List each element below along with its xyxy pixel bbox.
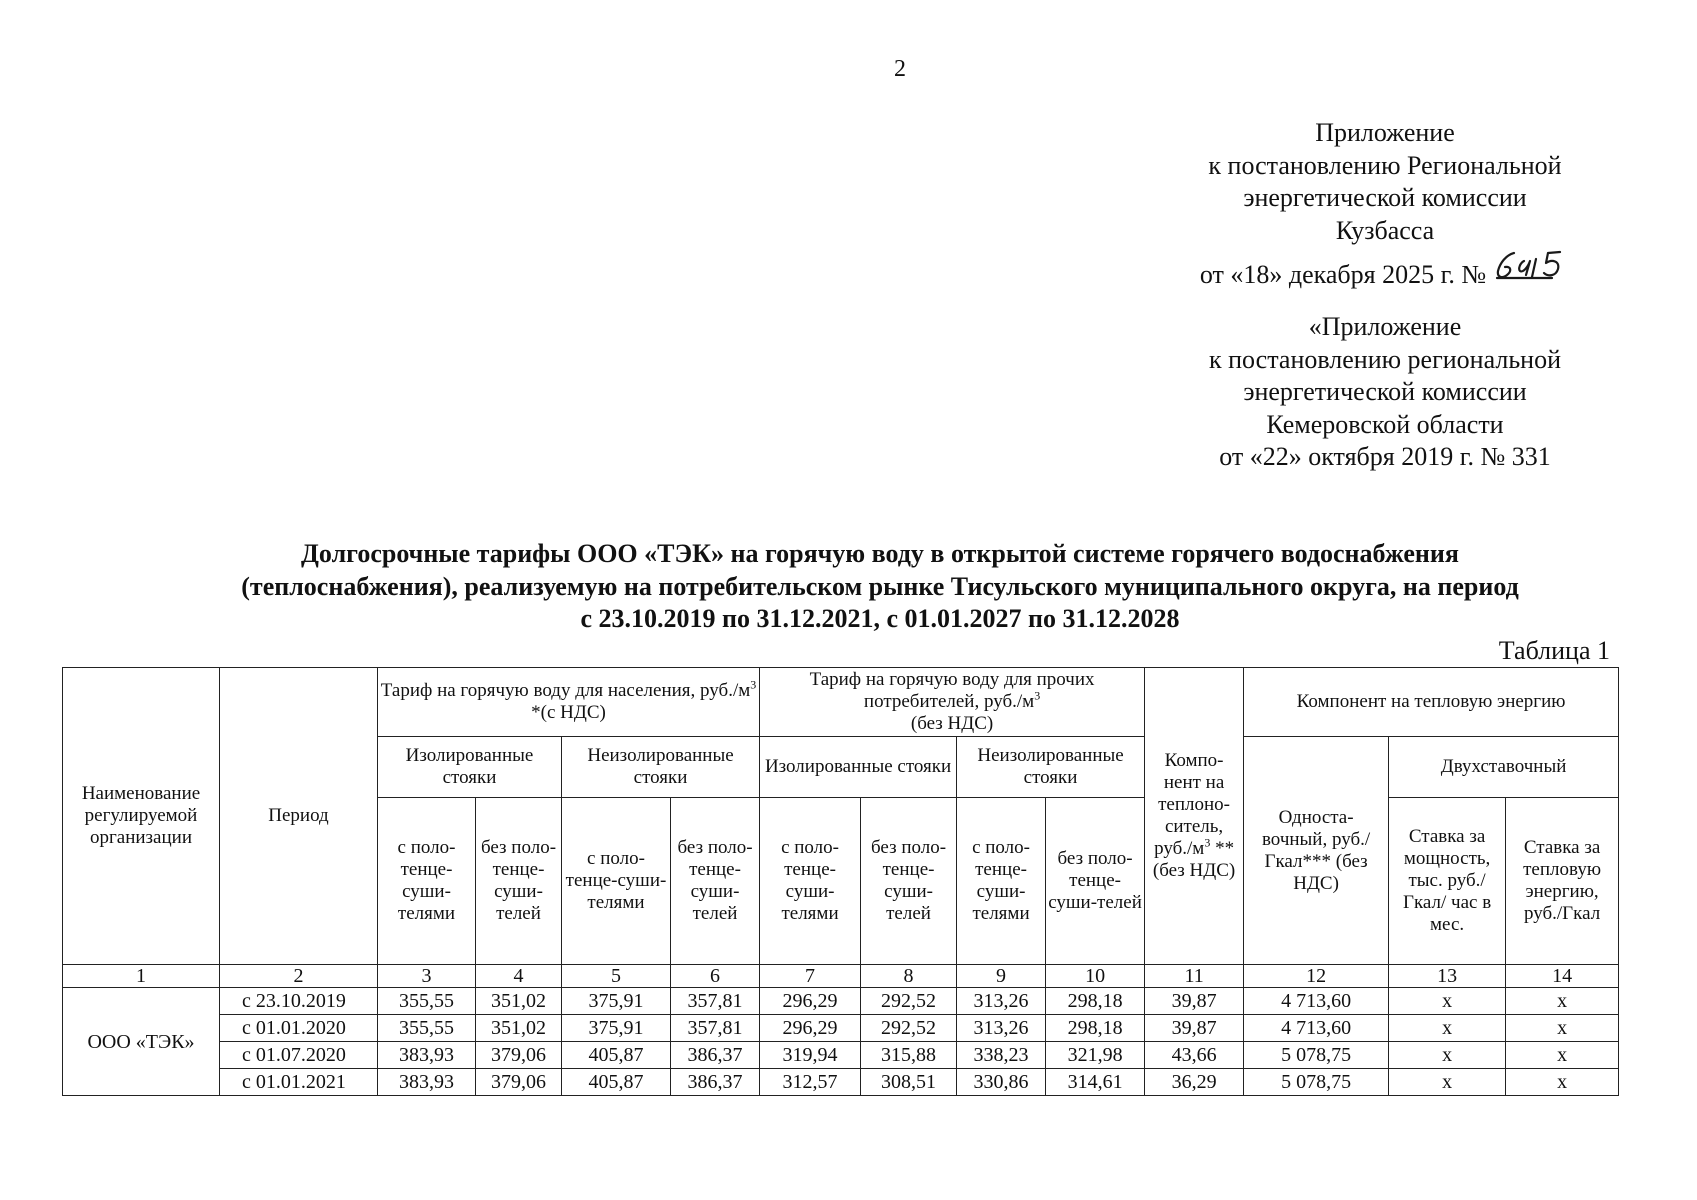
header-energy-rate: Ставка за тепловую энергию, руб./Гкал xyxy=(1506,798,1619,965)
value-cell: 313,26 xyxy=(957,988,1046,1015)
title-line-1: Долгосрочные тарифы ООО «ТЭК» на горячую воду в открытой системе горячего водоснабжения xyxy=(301,539,1459,568)
header-other-tariff-sup: 3 xyxy=(1034,688,1041,703)
column-number: 10 xyxy=(1046,965,1145,988)
value-cell: 338,23 xyxy=(957,1042,1046,1069)
column-number: 1 xyxy=(63,965,220,988)
header-coolant-vat: ** (без НДС) xyxy=(1152,838,1236,881)
value-cell: 292,52 xyxy=(861,988,957,1015)
header-col-10: без поло-тенце-суши-телей xyxy=(1046,798,1145,965)
column-number: 13 xyxy=(1389,965,1506,988)
value-cell: 296,29 xyxy=(760,1015,861,1042)
table-row xyxy=(63,1042,1619,1069)
value-cell: 405,87 xyxy=(562,1069,671,1096)
page-number: 2 xyxy=(894,56,906,82)
column-number-row xyxy=(63,965,1619,988)
period-cell: с 01.07.2020 xyxy=(220,1042,378,1069)
value-cell: 296,29 xyxy=(760,988,861,1015)
handwritten-number-signature xyxy=(1492,247,1570,283)
value-cell: 375,91 xyxy=(562,1015,671,1042)
value-cell: 321,98 xyxy=(1046,1042,1145,1069)
title-line-3: с 23.10.2019 по 31.12.2021, с 01.01.2027 по 31.12.2028 xyxy=(580,604,1180,633)
column-number: 6 xyxy=(671,965,760,988)
value-cell: 330,86 xyxy=(957,1069,1046,1096)
value-cell: 357,81 xyxy=(671,988,760,1015)
value-cell: 375,91 xyxy=(562,988,671,1015)
header-coolant-component xyxy=(1145,668,1244,965)
column-number: 8 xyxy=(861,965,957,988)
column-number: 14 xyxy=(1506,965,1619,988)
value-cell: х xyxy=(1506,988,1619,1015)
value-cell: х xyxy=(1506,1042,1619,1069)
appendix-original-line-4: Кемеровской области xyxy=(1266,409,1504,439)
header-period: Период xyxy=(220,668,378,965)
header-col-8: без поло-тенце-суши-телей xyxy=(861,798,957,965)
value-cell: 357,81 xyxy=(671,1015,760,1042)
value-cell: х xyxy=(1389,1069,1506,1096)
value-cell: 355,55 xyxy=(378,988,476,1015)
table-label: Таблица 1 xyxy=(1498,636,1610,665)
value-cell: 314,61 xyxy=(1046,1069,1145,1096)
table-row xyxy=(63,1015,1619,1042)
value-cell: 298,18 xyxy=(1046,1015,1145,1042)
header-capacity-rate: Ставка за мощность, тыс. руб./ Гкал/ час в мес. xyxy=(1389,798,1506,965)
column-number: 7 xyxy=(760,965,861,988)
value-cell: 308,51 xyxy=(861,1069,957,1096)
header-population-tariff xyxy=(378,668,760,737)
value-cell: х xyxy=(1389,988,1506,1015)
appendix-current-line-4: Кузбасса xyxy=(1335,215,1435,245)
value-cell: х xyxy=(1506,1069,1619,1096)
header-col-9: с поло-тенце-суши-телями xyxy=(957,798,1046,965)
value-cell: 319,94 xyxy=(760,1042,861,1069)
header-coolant-sup: 3 xyxy=(1204,835,1211,850)
value-cell: 383,93 xyxy=(378,1042,476,1069)
column-number: 4 xyxy=(476,965,562,988)
header-other-tariff-text: Тариф на горячую воду для прочих потребителей, руб./м xyxy=(809,669,1095,712)
appendix-original-line-5: от «22» октября 2019 г. № 331 xyxy=(1219,442,1551,471)
value-cell: 4 713,60 xyxy=(1244,988,1389,1015)
value-cell: 43,66 xyxy=(1145,1042,1244,1069)
period-cell: с 23.10.2019 xyxy=(220,988,378,1015)
organization-name: ООО «ТЭК» xyxy=(63,988,220,1096)
column-number: 3 xyxy=(378,965,476,988)
period-cell: с 01.01.2020 xyxy=(220,1015,378,1042)
header-other-tariff xyxy=(760,668,1145,737)
header-other-insulated: Изолированные стояки xyxy=(760,737,957,798)
value-cell: 386,37 xyxy=(671,1069,760,1096)
header-population-tariff-vat: *(с НДС) xyxy=(531,702,606,723)
header-two-part-rate: Двухставочный xyxy=(1389,737,1619,798)
value-cell: 312,57 xyxy=(760,1069,861,1096)
column-number: 2 xyxy=(220,965,378,988)
column-number: 12 xyxy=(1244,965,1389,988)
header-population-tariff-sup: 3 xyxy=(750,677,757,692)
header-col-7: с поло-тенце-суши-телями xyxy=(760,798,861,965)
header-col-3: с поло-тенце-суши-телями xyxy=(378,798,476,965)
column-number: 5 xyxy=(562,965,671,988)
value-cell: 298,18 xyxy=(1046,988,1145,1015)
header-col-5: с поло-тенце-суши-телями xyxy=(562,798,671,965)
appendix-current xyxy=(1175,117,1595,292)
header-organization: Наименование регулируемой организации xyxy=(63,668,220,965)
header-coolant-text: Компо-нент на теплоно-ситель, руб./м xyxy=(1154,750,1231,859)
header-pop-non-insulated: Неизолированные стояки xyxy=(562,737,760,798)
table-row xyxy=(63,988,1619,1015)
value-cell: 351,02 xyxy=(476,988,562,1015)
appendix-original xyxy=(1175,311,1595,474)
header-heat-component: Компонент на тепловую энергию xyxy=(1244,668,1619,737)
value-cell: 5 078,75 xyxy=(1244,1069,1389,1096)
value-cell: х xyxy=(1389,1042,1506,1069)
value-cell: 36,29 xyxy=(1145,1069,1244,1096)
value-cell: 39,87 xyxy=(1145,1015,1244,1042)
table-row xyxy=(63,1069,1619,1096)
value-cell: 355,55 xyxy=(378,1015,476,1042)
appendix-current-line-2: к постановлению Региональной xyxy=(1208,150,1562,180)
value-cell: х xyxy=(1506,1015,1619,1042)
header-col-4: без поло-тенце-суши-телей xyxy=(476,798,562,965)
value-cell: 315,88 xyxy=(861,1042,957,1069)
resolution-date: от «18» декабря 2025 г. № xyxy=(1199,260,1487,289)
appendix-current-line-1: Приложение xyxy=(1315,118,1455,147)
header-other-tariff-vat: (без НДС) xyxy=(910,713,994,734)
appendix-original-line-1: «Приложение xyxy=(1308,312,1462,341)
header-one-part-rate: Односта-вочный, руб./Гкал*** (без НДС) xyxy=(1244,737,1389,965)
value-cell: 405,87 xyxy=(562,1042,671,1069)
document-title xyxy=(80,538,1680,636)
appendix-original-line-2: к постановлению региональной xyxy=(1208,344,1562,374)
column-number: 11 xyxy=(1145,965,1244,988)
value-cell: 383,93 xyxy=(378,1069,476,1096)
value-cell: 4 713,60 xyxy=(1244,1015,1389,1042)
value-cell: 379,06 xyxy=(476,1042,562,1069)
tariff-table xyxy=(62,667,1619,1096)
value-cell: 379,06 xyxy=(476,1069,562,1096)
header-col-6: без поло-тенце-суши-телей xyxy=(671,798,760,965)
period-cell: с 01.01.2021 xyxy=(220,1069,378,1096)
header-other-non-insulated: Неизолированные стояки xyxy=(957,737,1145,798)
value-cell: 5 078,75 xyxy=(1244,1042,1389,1069)
value-cell: 351,02 xyxy=(476,1015,562,1042)
appendix-current-line-3: энергетической комиссии xyxy=(1243,183,1527,212)
appendix-current-line-5 xyxy=(1175,247,1595,292)
header-pop-insulated: Изолированные стояки xyxy=(378,737,562,798)
appendix-original-line-3: энергетической комиссии xyxy=(1243,377,1527,406)
value-cell: 292,52 xyxy=(861,1015,957,1042)
header-population-tariff-text: Тариф на горячую воду для населения, руб./м xyxy=(380,680,751,701)
value-cell: 313,26 xyxy=(957,1015,1046,1042)
title-line-2: (теплоснабжения), реализуемую на потребительском рынке Тисульского муниципального округа, на период xyxy=(241,571,1519,601)
column-number: 9 xyxy=(957,965,1046,988)
value-cell: х xyxy=(1389,1015,1506,1042)
value-cell: 386,37 xyxy=(671,1042,760,1069)
value-cell: 39,87 xyxy=(1145,988,1244,1015)
